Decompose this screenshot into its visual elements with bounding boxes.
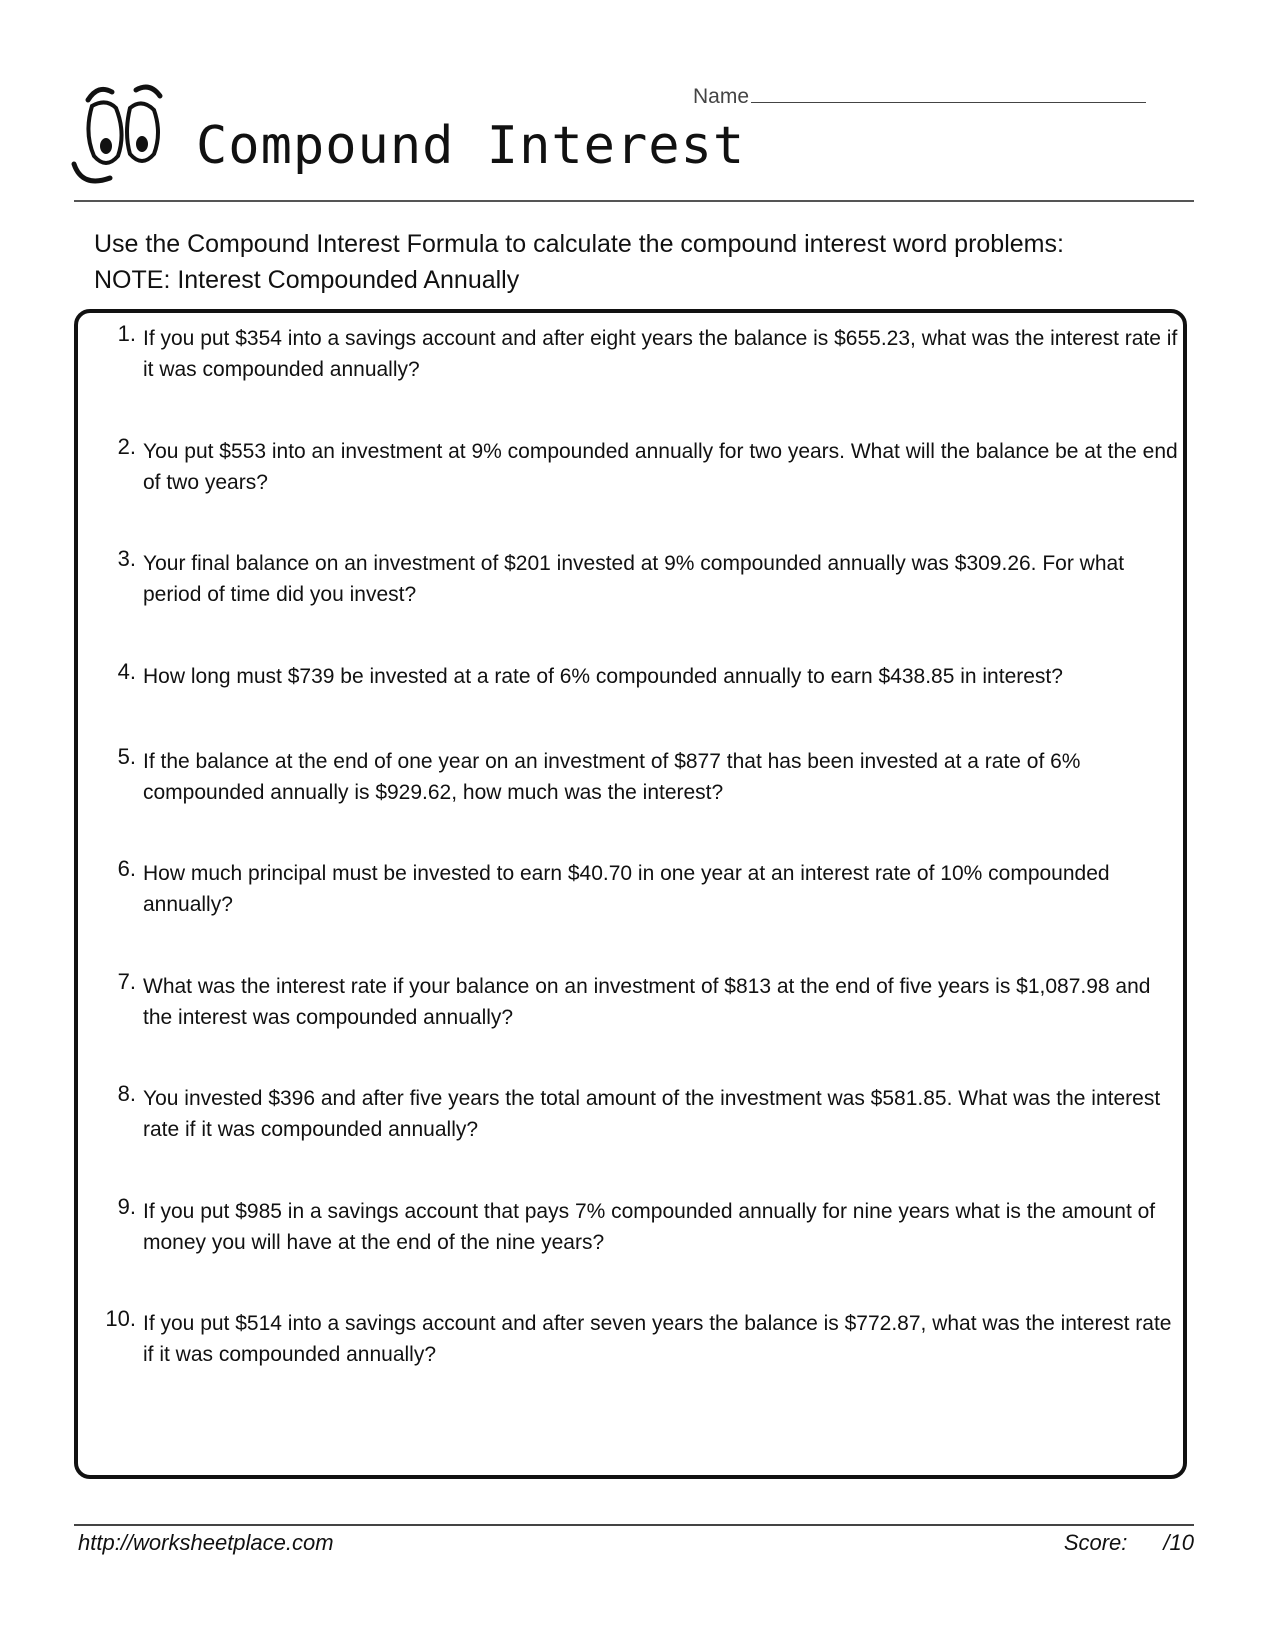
problem-text: If you put $354 into a savings account and after eight years the balance is $655.23, what was the interest rate if it was compounded annually? [143, 327, 1178, 381]
problem-list [74, 309, 1187, 1479]
problem-text: How long must $739 be invested at a rate of 6% compounded annually to earn $438.85 in interest? [143, 665, 1063, 688]
problem-text: What was the interest rate if your balance on an investment of $813 at the end of five years is $1,087.98 and the interest was compounded annually? [143, 975, 1151, 1029]
problem-text: Your final balance on an investment of $201 invested at 9% compounded annually was $309.26. For what period of time did you invest? [143, 552, 1125, 606]
problem-text: How much principal must be invested to earn $40.70 in one year at an interest rate of 10% compounded annually? [143, 862, 1110, 916]
footer-divider [74, 1524, 1194, 1526]
problem-number: 5. [117, 744, 136, 769]
problem-text: You put $553 into an investment at 9% compounded annually for two years. What will the balance be at the end of two years? [143, 440, 1178, 494]
problem-number: 8. [117, 1081, 136, 1106]
name-field[interactable] [693, 84, 1146, 109]
instructions-line-2: NOTE: Interest Compounded Annually [94, 266, 520, 294]
problem-number: 2. [117, 434, 136, 459]
problem-number: 1. [117, 321, 136, 346]
problem-text: If you put $985 in a savings account that pays 7% compounded annually for nine years what is the amount of money you will have at the end of the nine years? [143, 1200, 1156, 1254]
name-label: Name [693, 85, 750, 108]
footer-url[interactable]: http://worksheetplace.com [78, 1530, 334, 1555]
header-divider [74, 200, 1194, 202]
score-total: /10 [1163, 1530, 1194, 1555]
problem-text: If you put $514 into a savings account and after seven years the balance is $772.87, what was the interest rate if it was compounded annually? [143, 1312, 1172, 1366]
instructions [94, 226, 1064, 298]
name-underline [751, 84, 1146, 103]
problem-number: 9. [117, 1194, 136, 1219]
problem-number: 7. [117, 969, 136, 994]
score-label: Score: [1063, 1530, 1128, 1555]
problem-number: 4. [117, 659, 136, 684]
cartoon-eyes-smile-icon [70, 78, 170, 188]
instructions-line-1: Use the Compound Interest Formula to calculate the compound interest word problems: [94, 230, 1064, 258]
problem-text: You invested $396 and after five years the total amount of the investment was $581.85. What was the interest rate if it was compounded annually? [143, 1087, 1161, 1141]
problem-number: 3. [117, 546, 136, 571]
problem-text: If the balance at the end of one year on an investment of $877 that has been invested at a rate of 6% compounded annually is $929.62, how much was the interest? [143, 750, 1081, 804]
score-area [1064, 1530, 1194, 1556]
problem-number: 10. [105, 1306, 136, 1331]
page-title: Compound Interest [196, 116, 746, 176]
problem-number: 6. [117, 856, 136, 881]
